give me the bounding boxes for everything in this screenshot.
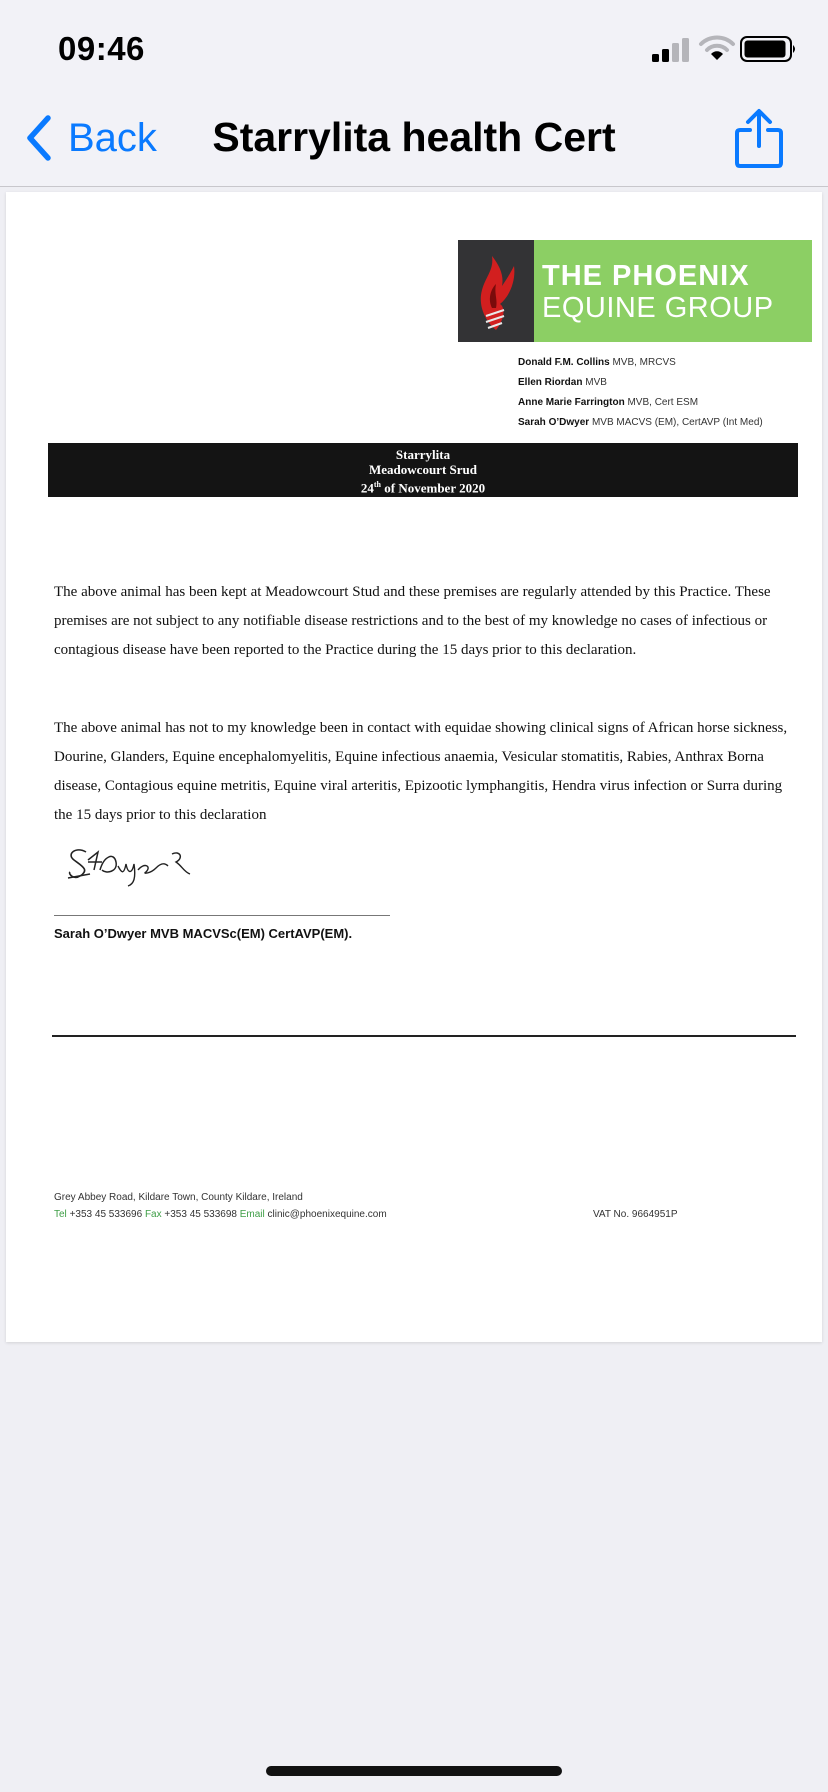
wifi-icon: [698, 34, 736, 62]
declaration-paragraph-2: The above animal has not to my knowledge been in contact with equidae showing clinical signs of African horse sickness, Dourine, Glanders, Equine encephalomyelitis, Equine infectious anaemia, Vesicular stomatitis, Rabies, Anthrax Borna disease, Contagious equine metritis, Equine viral arteritis, Epizootic lymphangitis, Hendra virus infection or Surra during the 15 days prior to this declaration: [54, 720, 788, 823]
vat-number: VAT No. 9664951P: [593, 1209, 678, 1220]
battery-icon: [740, 36, 798, 62]
status-bar: [0, 0, 828, 100]
signatory-name: Sarah O’Dwyer MVB MACVSc(EM) CertAVP(EM).: [54, 926, 353, 941]
vet-qualifications: MVB, Cert ESM: [627, 397, 699, 408]
page-title: Starrylita health Cert: [212, 114, 616, 160]
vet-qualifications: MVB, MRCVS: [612, 357, 676, 368]
footer-address: Grey Abbey Road, Kildare Town, County Kildare, Ireland: [54, 1192, 303, 1203]
vet-name: Ellen Riordan: [518, 377, 583, 388]
email-label: Email: [239, 1209, 265, 1220]
divider: [52, 1035, 796, 1037]
logo-line-2: EQUINE GROUP: [542, 292, 774, 324]
fax-number: +353 45 533698: [164, 1209, 237, 1220]
vet-name: Sarah O’Dwyer: [518, 417, 590, 428]
declaration-paragraph-1: The above animal has been kept at Meadowcourt Stud and these premises are regularly attended by this Practice. These premises are not subject to any notifiable disease restrictions and to the best of my knowledge no cases of infectious or contagious disease have been reported to the Practice during the 15 days prior to this declaration.: [54, 584, 771, 658]
fax-label: Fax: [144, 1209, 162, 1220]
email-address: clinic@phoenixequine.com: [267, 1209, 387, 1220]
vet-line: [518, 393, 763, 413]
logo-dark-panel: [458, 240, 534, 342]
horse-name: Starrylita: [395, 447, 451, 462]
stud-name: Meadowcourt Srud: [369, 462, 477, 477]
tel-number: +353 45 533696: [69, 1209, 143, 1220]
vet-line: [518, 353, 763, 373]
vet-qualifications: MVB MACVS (EM), CertAVP (Int Med): [591, 417, 763, 428]
vet-line: [518, 413, 763, 433]
signature-line: [54, 915, 390, 916]
vet-name: Donald F.M. Collins: [518, 357, 610, 368]
vet-list: [518, 353, 763, 433]
handwritten-signature: [64, 844, 204, 890]
back-label: Back: [68, 115, 157, 160]
date-rest: of November 2020: [381, 480, 486, 496]
vet-name: Anne Marie Farrington: [518, 397, 625, 408]
certificate-date: [48, 477, 798, 495]
vet-line: [518, 373, 763, 393]
tel-label: Tel: [54, 1209, 67, 1220]
logo-line-1: THE PHOENIX: [542, 260, 750, 292]
footer-contact: [54, 1209, 387, 1220]
phoenix-logo: [458, 240, 812, 342]
status-time: 09:46: [58, 30, 145, 67]
home-indicator[interactable]: [266, 1766, 562, 1776]
date-day: 24: [360, 480, 374, 496]
date-suffix: th: [373, 480, 381, 489]
phoenix-flame-icon: [470, 246, 522, 336]
vet-qualifications: MVB: [585, 377, 607, 388]
cellular-signal-icon: [652, 38, 692, 62]
document-page: [6, 192, 822, 1342]
certificate-banner: [48, 443, 798, 497]
navigation-bar: [0, 100, 828, 187]
share-icon[interactable]: [732, 106, 786, 170]
